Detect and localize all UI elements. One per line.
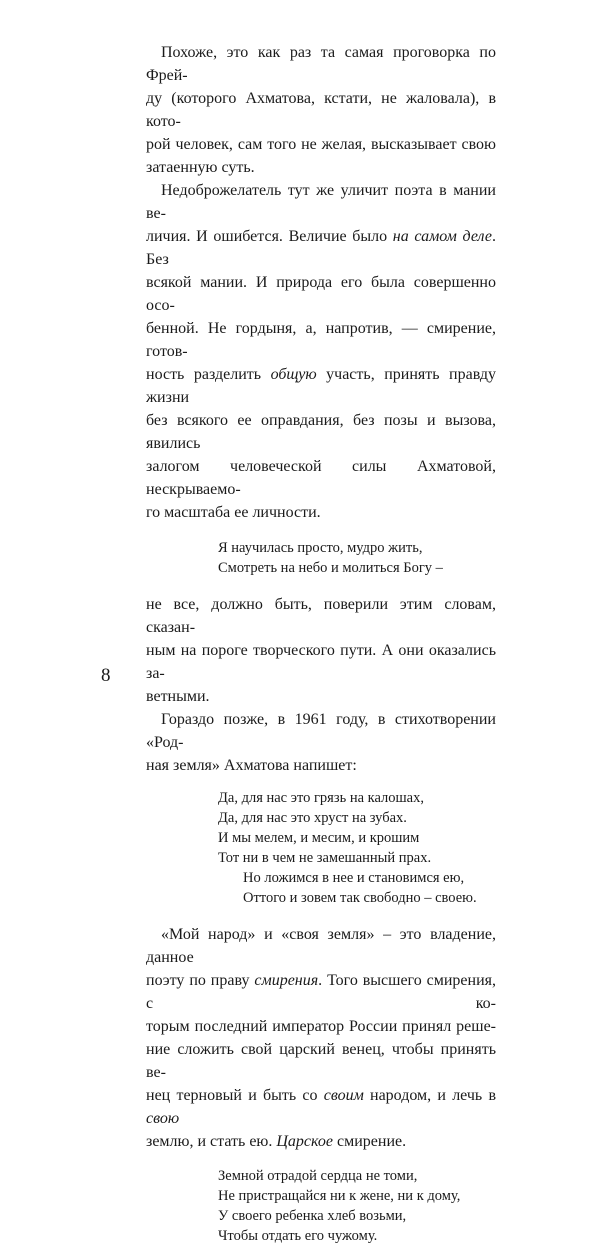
text-line: го масштаба ее личности. [146, 504, 321, 521]
text-run: землю, и стать ею. [146, 1133, 277, 1150]
text-line: ветными. [146, 688, 210, 705]
paragraph-1 [146, 41, 496, 179]
text-run: личия. И ошибется. Величие было [146, 228, 393, 245]
poem-line: Тот ни в чем не замешанный прах. [218, 850, 432, 866]
text-run: ность разделить [146, 366, 271, 383]
text-line: ным на пороге творческого пути. А они оказались за- [146, 642, 496, 682]
text-line: «Мой народ» и «своя земля» – это владение, данное [146, 926, 496, 966]
emphasis-text: Царское [276, 1133, 334, 1150]
text-line: не все, должно быть, поверили этим словам, сказан- [146, 596, 496, 636]
emphasis-text: на самом деле [392, 228, 493, 245]
text-line: ние сложить свой царский венец, чтобы принять ве- [146, 1041, 496, 1081]
emphasis-text: своим [323, 1087, 364, 1104]
text-line: Недоброжелатель тут же уличит поэта в мании ве- [146, 182, 496, 222]
emphasis-text: общую [270, 366, 317, 383]
text-line: залогом человеческой силы Ахматовой, нескрываемо- [146, 458, 496, 498]
text-line: ная земля» Ахматова напишет: [146, 757, 357, 774]
poem-quote-3 [218, 1166, 496, 1246]
paragraph-3 [146, 593, 496, 708]
text-line: всякой мании. И природа его была совершенно осо- [146, 274, 496, 314]
text-line: Гораздо позже, в 1961 году, в стихотворении «Род- [146, 711, 496, 751]
poem-quote-2 [218, 788, 496, 908]
text-line: ду (которого Ахматова, кстати, не жаловала), в кото- [146, 90, 496, 130]
text-line: бенной. Не гордыня, а, напротив, — смирение, готов- [146, 320, 496, 360]
poem-line: У своего ребенка хлеб возьми, [218, 1208, 407, 1224]
poem-line: Я научилась просто, мудро жить, [218, 540, 423, 556]
poem-line: Чтобы отдать его чужому. [218, 1228, 378, 1244]
page-number: 8 [101, 665, 111, 686]
poem-quote-1 [218, 538, 496, 578]
poem-line: И мы мелем, и месим, и крошим [218, 830, 420, 846]
poem-line: Не пристращайся ни к жене, ни к дому, [218, 1188, 461, 1204]
text-run: поэту по праву [146, 972, 255, 989]
text-line [146, 1084, 496, 1130]
text-run: . Того высшего смирения, с ко- [146, 972, 497, 1012]
poem-line: Но ложимся в нее и становимся ею, [243, 870, 465, 886]
text-run: нец терновый и быть со [146, 1087, 324, 1104]
paragraph-2 [146, 179, 496, 524]
poem-line: Оттого и зовем так свободно – своею. [243, 890, 477, 906]
text-run: смирение. [333, 1133, 407, 1150]
text-line: без всякого ее оправдания, без позы и вызова, явились [146, 412, 496, 452]
poem-line: Смотреть на небо и молиться Богу – [218, 560, 443, 576]
poem-line: Земной отрадой сердца не томи, [218, 1168, 418, 1184]
text-line [146, 969, 496, 1015]
text-line [146, 363, 496, 409]
text-run: участь, принять правду жизни [146, 366, 496, 406]
poem-line: Да, для нас это хруст на зубах. [218, 810, 407, 826]
text-run: народом, и лечь в [363, 1087, 497, 1104]
text-column [146, 41, 496, 1246]
text-line: рой человек, сам того не желая, высказывает свою [146, 136, 496, 153]
text-line [146, 1130, 496, 1153]
text-line [146, 225, 496, 271]
text-line: затаенную суть. [146, 159, 255, 176]
emphasis-text: смирения [254, 972, 319, 989]
paragraph-4 [146, 708, 496, 777]
text-line: Похоже, это как раз та самая проговорка по Фрей- [146, 44, 496, 84]
text-run: . Без [146, 228, 497, 268]
paragraph-5 [146, 923, 496, 1153]
text-line: торым последний император России принял реше- [146, 1018, 496, 1035]
poem-line: Да, для нас это грязь на калошах, [218, 790, 424, 806]
emphasis-text: свою [146, 1110, 180, 1127]
